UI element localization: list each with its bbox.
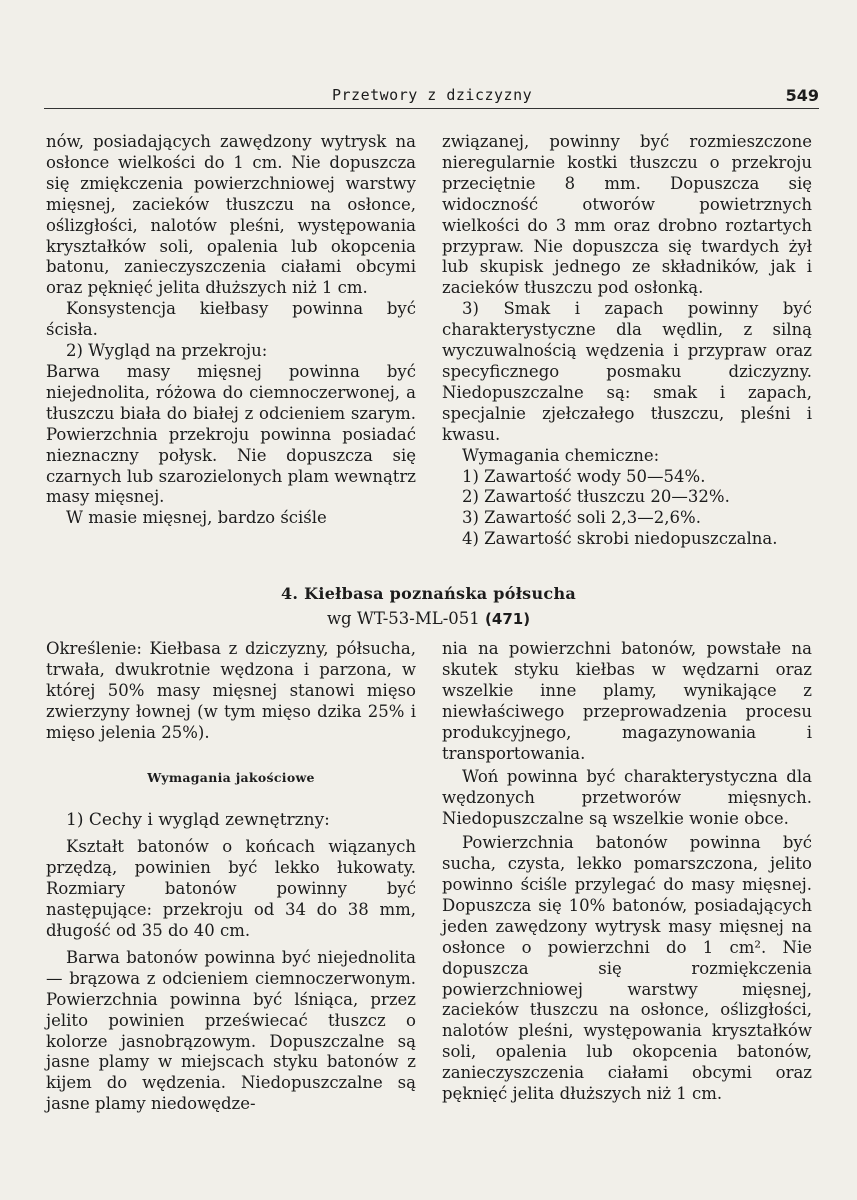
bottom-left-column: [46, 639, 416, 1115]
page-header: [44, 82, 819, 106]
section-title: 4. Kiełbasa poznańska półsucha: [280, 584, 577, 603]
paragraph: Barwa batonów powinna być niejednolita — brązowa z odcieniem ciemnoczerwonym. Powierzchnia powinna być lśniąca, przez jelito powinien przeświecać tłuszcz o kolorze jasnobrązowym. Dopuszczalne są jasne plamy w miejscach styku batonów z kijem do wędzenia. Niedopuszczalne są jasne plamy niedowędze-: [46, 947, 416, 1114]
paragraph-heading: Wymagania chemiczne:: [462, 445, 660, 465]
quality-heading: Wymagania jakościowe: [147, 769, 315, 785]
paragraph: nów, posiadających zawędzony wytrysk na osłonce wielkości do 1 cm. Nie dopuszcza się zmiękczenia powierzchniowej warstwy mięsnej, zacieków tłuszczu na osłonce, oślizgłości, nalotów pleśni, występowania kryształków soli, opalenia lub okopcenia batonu, zanieczyszczenia ciałami obcymi oraz pęknięć jelita dłuższych niż 1 cm.: [46, 132, 416, 298]
running-title: Przetwory z dziczyzny: [332, 86, 533, 104]
paragraph: W masie mięsnej, bardzo ściśle: [66, 508, 327, 528]
paragraph: nia na powierzchni batonów, powstałe na skutek styku kiełbas w wędzarni oraz wszelkie inne plamy, wynikające z niewłaściwego przeprowadzenia procesu produkcyjnego, magazynowania i transportowania.: [442, 639, 812, 763]
paragraph: Konsystencja kiełbasy powinna być ścisła.: [46, 299, 416, 340]
paragraph: 3) Smak i zapach powinny być charakterystyczne dla wędlin, z silną wyczuwalnością wędzenia i przypraw oraz specyficznego posmaku dziczyzny. Niedopuszczalne są: smak i zapach, specjalnie zjełczałego tłuszczu, pleśni i kwasu.: [442, 299, 812, 444]
header-rule: [44, 108, 819, 109]
paragraph: Woń powinna być charakterystyczna dla wędzonych przetworów mięsnych. Niedopuszczalne są wszelkie wonie obce.: [442, 767, 812, 829]
top-left-column: [46, 132, 416, 529]
page-number: 549: [785, 86, 819, 105]
section-code-number: (471): [485, 610, 531, 628]
list-item: 4) Zawartość skrobi niedopuszczalna.: [462, 529, 778, 549]
list-item: 2) Zawartość tłuszczu 20—32%.: [462, 487, 730, 507]
top-right-column: [442, 132, 812, 550]
list-item: 1) Zawartość wody 50—54%.: [462, 466, 706, 486]
chemical-requirements-list: [442, 467, 812, 551]
paragraph: Kształt batonów o końcach wiązanych przędzą, powinien być lekko łukowaty. Rozmiary batonów powinny być następujące: przekroju od 34 do 38 mm, długość od 35 do 40 cm.: [46, 837, 416, 940]
feature-heading: 1) Cechy i wygląd zewnętrzny:: [66, 810, 330, 831]
list-item: 3) Zawartość soli 2,3—2,6%.: [462, 508, 701, 528]
paragraph: Barwa masy mięsnej powinna być niejednolita, różowa do ciemnoczerwonej, a tłuszczu biała do białej z odcieniem szarym. Powierzchnia przekroju powinna posiadać nieznaczny połysk. Nie dopuszcza się czarnych lub szarozielonych plam wewnątrz masy mięsnej.: [46, 361, 416, 507]
paragraph-heading: 2) Wygląd na przekroju:: [66, 341, 268, 361]
section-code: [0, 609, 857, 628]
definition-paragraph: Określenie: Kiełbasa z dziczyzny, półsucha, trwała, dwukrotnie wędzona i parzona, w której 50% masy mięsnej stanowi mięso zwierzyny łownej (w tym mięso dzika 25% i mięso jelenia 25%).: [46, 639, 416, 742]
section-code-prefix: wg WT-53-ML-051: [326, 609, 480, 628]
bottom-right-column: [442, 639, 812, 1105]
paragraph: Powierzchnia batonów powinna być sucha, czysta, lekko pomarszczona, jelito powinno ściśle przylegać do masy mięsnej. Dopuszcza się 10% batonów, posiadających jeden zawędzony wytrysk masy mięsnej na osłonce o powierzchni do 1 cm². Nie dopuszcza się rozmiękczenia powierzchniowej warstwy mięsnej, zacieków tłuszczu na osłonce, oślizgłości, nalotów pleśni, występowania kryształków soli, opalenia lub okopcenia batonów, zanieczyszczenia ciałami obcymi oraz pęknięć jelita dłuższych niż 1 cm.: [442, 833, 812, 1104]
paragraph: związanej, powinny być rozmieszczone nieregularnie kostki tłuszczu o przekroju przeciętnie 8 mm. Dopuszcza się widoczność otworów powietrznych wielkości do 3 mm oraz drobno roztartych przypraw. Nie dopuszcza się twardych żył lub skupisk jednego ze składników, jak i zacieków tłuszczu pod osłonką.: [442, 132, 812, 298]
